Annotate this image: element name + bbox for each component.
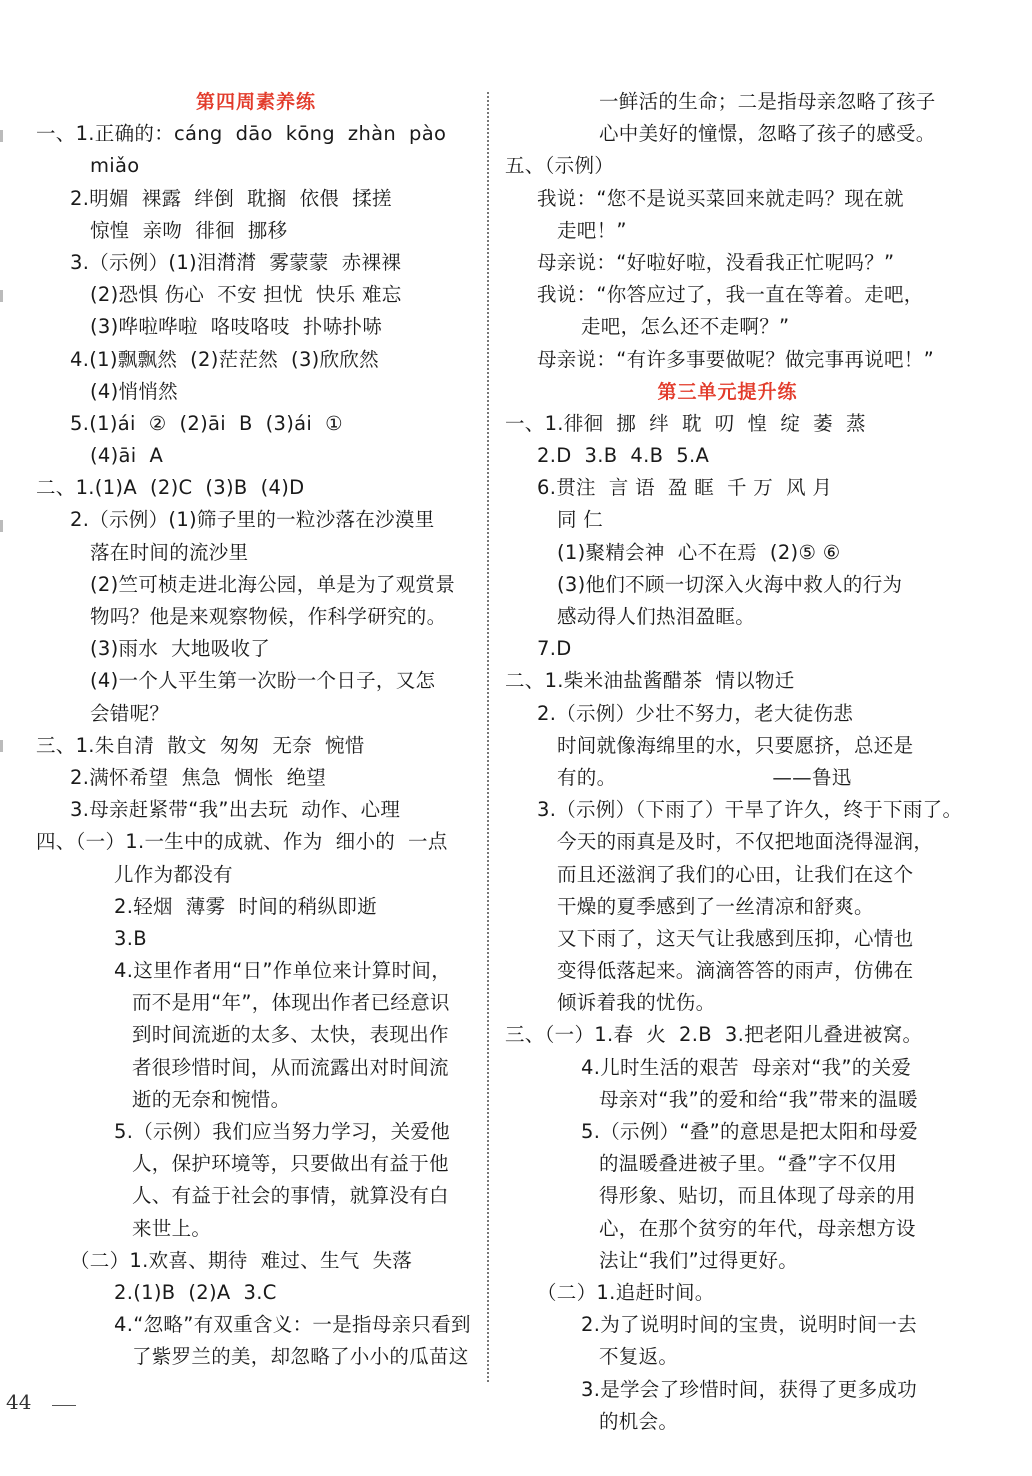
answer-line: 6.贯注 言 语 盈 眶 千 万 风 月	[537, 476, 833, 500]
answer-line: 感动得人们热泪盈眶。	[557, 605, 756, 628]
answer-line: (1)聚精会神 心不在焉 (2)⑤ ⑥	[557, 540, 841, 564]
answer-line: （二）1.追赶时间。	[537, 1280, 715, 1304]
answer-line: 今天的雨真是及时，不仅把地面浇得湿润，	[557, 830, 934, 854]
right-column	[505, 86, 963, 1438]
page-number: 44	[6, 1390, 32, 1414]
answer-line: 走吧！”	[557, 218, 627, 242]
answer-line: 一、1.正确的：cáng dāo kōng zhàn pào	[36, 122, 447, 146]
binding-edge-marks	[0, 100, 6, 1300]
answer-line: 5.（示例）我们应当努力学习，关爱他	[114, 1120, 451, 1143]
column-divider	[487, 92, 489, 1382]
answer-line: 2.（示例）(1)筛子里的一粒沙落在沙漠里	[70, 508, 435, 532]
answer-line: 3.（示例）（下雨了）干旱了许久，终于下雨了。	[537, 798, 963, 822]
answer-line: 3.母亲赶紧带“我”出去玩 动作、心理	[70, 798, 401, 822]
answer-line: 而不是用“年”，体现出作者已经意识	[132, 991, 450, 1015]
answer-line: 4.“忽略”有双重含义：一是指母亲只看到	[114, 1313, 471, 1337]
answer-line: 2.明媚 裸露 绊倒 耽搁 依偎 揉搓	[70, 186, 392, 210]
answer-line: 人、有益于社会的事情，就算没有白	[132, 1184, 449, 1208]
answer-line: 3.是学会了珍惜时间，获得了更多成功	[581, 1377, 918, 1401]
answer-line: 落在时间的流沙里	[90, 540, 249, 564]
answer-line: 四、（一）1.一生中的成就、作为 细小的 一点	[36, 830, 448, 854]
answer-line: 儿作为都没有	[114, 862, 233, 886]
answer-line: 人，保护环境等，只要做出有益于他	[132, 1152, 449, 1176]
answer-line: (3)哗啦哗啦 咯吱咯吱 扑哧扑哧	[90, 315, 383, 339]
answer-line: 母亲说：“好啦好啦，没看我正忙呢吗？”	[537, 250, 895, 274]
answer-line: 倾诉着我的忧伤。	[557, 991, 716, 1015]
answer-line: 4.(1)飘飘然 (2)茫茫然 (3)欣欣然	[70, 347, 379, 371]
answer-line: 5.（示例）“叠”的意思是把太阳和母爱	[581, 1120, 919, 1143]
answer-line: 得形象、贴切，而且体现了母亲的用	[599, 1184, 916, 1208]
answer-line: 母亲对“我”的爱和给“我”带来的温暖	[599, 1087, 918, 1111]
answer-line: 二、1.柴米油盐酱醋茶 情以物迁	[505, 669, 795, 693]
answer-line: 三、1.朱自清 散文 匆匆 无奈 惋惜	[36, 733, 365, 757]
answer-line: 又下雨了，这天气让我感到压抑，心情也	[557, 926, 914, 950]
answer-line: 不复返。	[599, 1345, 679, 1369]
answer-line: (4)一个人平生第一次盼一个日子，又怎	[90, 669, 436, 693]
answer-line: 2.满怀希望 焦急 惆怅 绝望	[70, 765, 327, 789]
answer-line: 3.B	[114, 926, 147, 950]
answer-line: (3)雨水 大地吸收了	[90, 637, 271, 661]
answer-line: 2.为了说明时间的宝贵，说明时间一去	[581, 1313, 918, 1337]
answer-line: (2)恐惧 伤心 不安 担忧 快乐 难忘	[90, 283, 402, 307]
answer-line: 而且还滋润了我们的心田，让我们在这个	[557, 862, 914, 886]
section-title: 第三单元提升练	[657, 380, 798, 403]
answer-line: miǎo	[90, 154, 140, 178]
binding-mark	[0, 290, 3, 302]
answer-line: 物吗？他是来观察物候，作科学研究的。	[90, 605, 447, 628]
answer-line: 者很珍惜时间，从而流露出对时间流	[132, 1055, 449, 1079]
page-number-dash	[52, 1405, 76, 1406]
answer-line: 到时间流逝的太多、太快，表现出作	[132, 1023, 449, 1047]
binding-mark	[0, 740, 3, 752]
answer-line: 变得低落起来。滴滴答答的雨声，仿佛在	[557, 959, 914, 983]
answer-line: 的机会。	[599, 1409, 679, 1433]
answer-line: 走吧，怎么还不走啊？”	[581, 315, 790, 339]
answer-line: 4.儿时生活的艰苦 母亲对“我”的关爱	[581, 1055, 912, 1079]
answer-line: 2.D 3.B 4.B 5.A	[537, 444, 710, 468]
answer-line: 母亲说：“有许多事要做呢？做完事再说吧！”	[537, 347, 935, 371]
answer-line: (2)竺可桢走进北海公园，单是为了观赏景	[90, 572, 456, 596]
answer-line: 我说：“你答应过了，我一直在等着。走吧，	[537, 283, 924, 307]
answer-line: 心中美好的憧憬，忽略了孩子的感受。	[599, 122, 936, 146]
answer-line: 干燥的夏季感到了一丝清凉和舒爽。	[557, 894, 874, 918]
answer-line: 有的。 ——鲁迅	[557, 765, 852, 789]
answer-line: (3)他们不顾一切深入火海中救人的行为	[557, 572, 903, 596]
answer-line: 法让“我们”过得更好。	[599, 1248, 799, 1272]
answer-line: 同 仁	[557, 508, 604, 532]
answer-line: (4)āi A	[90, 444, 164, 468]
answer-line: 3.（示例）(1)泪潸潸 雾蒙蒙 赤裸裸	[70, 250, 402, 274]
answer-line: 二、1.(1)A (2)C (3)B (4)D	[36, 476, 305, 500]
answer-line: (4)悄悄然	[90, 379, 178, 403]
answer-line: 五、（示例）	[505, 154, 615, 178]
answer-line: 一、1.徘徊 挪 绊 耽 叨 惶 绽 萎 蒸	[505, 411, 866, 435]
answer-line: 了紫罗兰的美，却忽略了小小的瓜苗这	[132, 1345, 469, 1369]
answer-line: 时间就像海绵里的水，只要愿挤，总还是	[557, 733, 914, 757]
answer-line: 2.轻烟 薄雾 时间的稍纵即逝	[114, 894, 377, 918]
left-column	[36, 86, 476, 1374]
answer-line: 心，在那个贫穷的年代，母亲想方设	[599, 1216, 916, 1240]
answer-line: 来世上。	[132, 1216, 212, 1240]
answer-line: 三、（一）1.春 火 2.B 3.把老阳儿叠进被窝。	[505, 1023, 923, 1047]
answer-line: 会错呢？	[90, 701, 170, 725]
answer-line: 4.这里作者用“日”作单位来计算时间，	[114, 959, 452, 983]
answer-line: 惊惶 亲吻 徘徊 挪移	[90, 218, 288, 242]
answer-line: 2.(1)B (2)A 3.C	[114, 1280, 277, 1304]
answer-line: 2.（示例）少壮不努力，老大徒伤悲	[537, 701, 854, 725]
answer-line: 的温暖叠进被子里。“叠”字不仅用	[599, 1152, 898, 1176]
answer-line: 我说：“您不是说买菜回来就走吗？现在就	[537, 186, 904, 210]
answer-line: 5.(1)ái ② (2)āi B (3)ái ①	[70, 411, 343, 435]
answer-line: （二）1.欢喜、期待 难过、生气 失落	[70, 1248, 413, 1272]
binding-mark	[0, 130, 3, 142]
answer-line: 7.D	[537, 637, 572, 661]
answer-line: 逝的无奈和惋惜。	[132, 1087, 291, 1111]
section-title: 第四周素养练	[195, 91, 316, 113]
answer-line: 一鲜活的生命；二是指母亲忽略了孩子	[599, 90, 936, 113]
binding-mark	[0, 520, 3, 532]
